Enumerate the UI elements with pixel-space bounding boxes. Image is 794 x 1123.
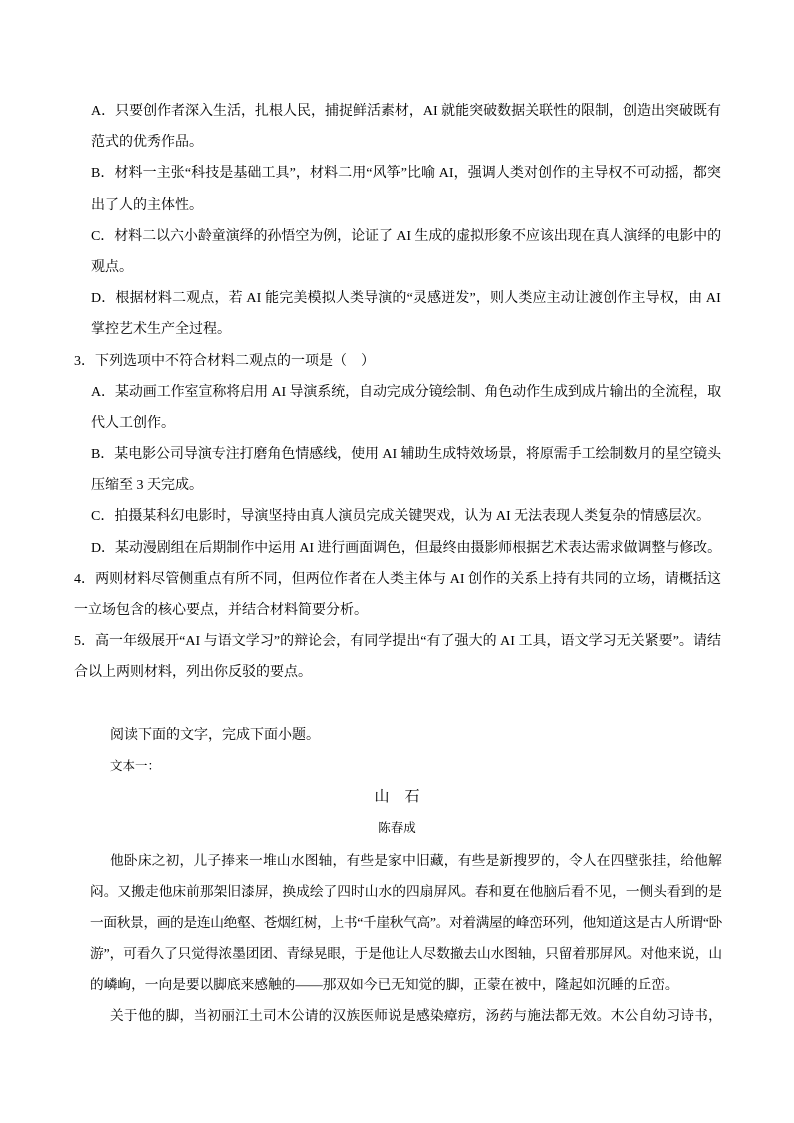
question-3-option-c-line: C．拍摄某科幻电影时，导演坚持由真人演员完成关键哭戏，认为 AI 无法表现人类复杂的情感层次。 <box>91 509 711 525</box>
passage-paragraph <box>0 1000 794 1031</box>
question-3-option-a-line: A．某动画工作室宣称将启用 AI 导演系统，自动完成分镜绘制、角色动作生成到成片输出的全流程，取 <box>91 384 721 400</box>
question-5 <box>0 626 794 688</box>
option-a-line: 范式的优秀作品。 <box>91 135 203 151</box>
passage-line: 闷。又搬走他床前那架旧漆屏，换成绘了四时山水的四扇屏风。春和夏在他脑后看不见，一侧头看到的是 <box>90 883 722 899</box>
option-d-line: 掌控艺术生产全过程。 <box>91 322 231 338</box>
question-4-line: 4．两则材料尽管侧重点有所不同，但两位作者在人类主体与 AI 创作的关系上持有共同的立场，请概括这 <box>74 571 721 587</box>
question-3-option-d-line: D．某动漫剧组在后期制作中运用 AI 进行画面调色，但最终由摄影师根据艺术表达需求做调整与修改。 <box>91 540 721 556</box>
text-label: 文本一： <box>110 758 161 773</box>
question-4-line: 一立场包含的核心要点，并结合材料简要分析。 <box>74 603 368 618</box>
passage-line: 一面秋景，画的是连山绝壑、苍烟红树，上书“千崖秋气高”。对着满屋的峰峦环列，他知道这是古人所谓“卧 <box>90 914 722 930</box>
option-d-line: D．根据材料二观点，若 AI 能完美模拟人类导演的“灵感迸发”，则人类应主动让渡创作主导权，由 AI <box>91 291 721 307</box>
reading-instruction: 阅读下面的文字，完成下面小题。 <box>110 727 320 743</box>
option-a-line: A．只要创作者深入生活，扎根人民，捕捉鲜活素材，AI 就能突破数据关联性的限制，创造出突破既有 <box>91 104 721 119</box>
question-4 <box>0 564 794 626</box>
passage-line: 的嶙峋，一向是要以脚底来感触的——那双如今已无知觉的脚，正蒙在被中，隆起如沉睡的丘峦。 <box>90 977 679 993</box>
question-3-option-b-line: 压缩至 3 天完成。 <box>91 478 203 494</box>
question-3 <box>0 346 794 564</box>
question-3-option-b-line: B．某电影公司导演专注打磨角色情感线，使用 AI 辅助生成特效场景，将原需手工绘制数月的星空镜头 <box>91 447 721 463</box>
passage-line: 游”，可看久了只觉得浓墨团团、青绿晃眼，于是他让人尽数撤去山水图轴，只留着那屏风。对他来说，山 <box>90 946 722 962</box>
page-content <box>0 96 794 1032</box>
previous-question-options <box>0 96 794 346</box>
passage-line: 关于他的脚，当初丽江土司木公请的汉族医师说是感染瘴疠，汤药与施法都无效。木公自幼习诗书， <box>110 1008 722 1024</box>
reading-section <box>0 720 794 1032</box>
question-5-line: 合以上两则材料，列出你反驳的要点。 <box>74 665 312 681</box>
option-b-line: 出了人的主体性。 <box>91 197 203 213</box>
passage-line: 他卧床之初，儿子捧来一堆山水图轴，有些是家中旧藏，有些是新搜罗的，令人在四壁张挂，给他解 <box>110 852 722 868</box>
passage-author: 陈春成 <box>378 821 416 836</box>
question-3-stem: 3．下列选项中不符合材料二观点的一项是（ ） <box>74 353 375 369</box>
option-c-line: 观点。 <box>91 259 133 275</box>
passage-title: 山 石 <box>374 789 420 806</box>
option-b-line: B．材料一主张“科技是基础工具”，材料二用“风筝”比喻 AI，强调人类对创作的主导权不可动摇，都突 <box>91 166 721 182</box>
question-3-option-a-line: 代人工创作。 <box>91 415 175 431</box>
blank-line <box>0 689 794 720</box>
passage-paragraph <box>0 845 794 1001</box>
option-c-line: C．材料二以六小龄童演绎的孙悟空为例，论证了 AI 生成的虚拟形象不应该出现在真人演绎的电影中的 <box>91 228 721 244</box>
question-5-line: 5．高一年级展开“AI 与语文学习”的辩论会，有同学提出“有了强大的 AI 工具，语文学习无关紧要”。请结 <box>74 634 721 650</box>
